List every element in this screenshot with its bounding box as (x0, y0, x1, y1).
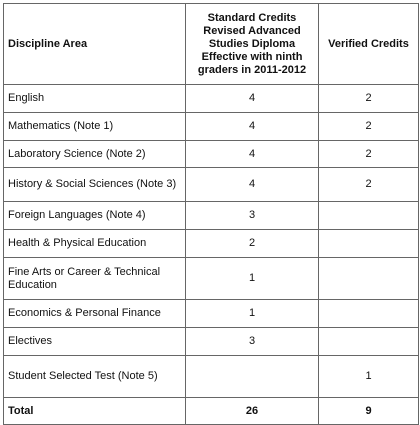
verified-credits-cell (319, 300, 419, 328)
standard-credits-cell (186, 356, 319, 398)
table-row (4, 328, 419, 356)
verified-credits-cell: 2 (319, 85, 419, 113)
verified-credits-cell: 2 (319, 168, 419, 202)
verified-credits-cell (319, 230, 419, 258)
table-row (4, 85, 419, 113)
table-row (4, 356, 419, 398)
total-row (4, 398, 419, 425)
discipline-area-cell: Health & Physical Education (4, 230, 186, 258)
standard-credits-cell: 1 (186, 258, 319, 300)
standard-credits-cell: 3 (186, 202, 319, 230)
verified-credits-cell: 2 (319, 113, 419, 141)
total-verified-credits: 9 (319, 398, 419, 425)
discipline-area-cell: Laboratory Science (Note 2) (4, 141, 186, 168)
discipline-area-cell: Electives (4, 328, 186, 356)
discipline-area-cell: History & Social Sciences (Note 3) (4, 168, 186, 202)
verified-credits-cell: 1 (319, 356, 419, 398)
verified-credits-cell (319, 258, 419, 300)
verified-credits-cell: 2 (319, 141, 419, 168)
standard-credits-cell: 2 (186, 230, 319, 258)
table-row (4, 168, 419, 202)
standard-credits-cell: 4 (186, 85, 319, 113)
verified-credits-cell (319, 328, 419, 356)
standard-credits-cell: 4 (186, 168, 319, 202)
standard-credits-cell: 4 (186, 113, 319, 141)
standard-credits-cell: 3 (186, 328, 319, 356)
credits-table (3, 3, 419, 425)
table-row (4, 141, 419, 168)
total-standard-credits: 26 (186, 398, 319, 425)
header-discipline-area: Discipline Area (4, 4, 186, 85)
discipline-area-cell: Foreign Languages (Note 4) (4, 202, 186, 230)
discipline-area-cell: Fine Arts or Career & Technical Education (4, 258, 186, 300)
discipline-area-cell: Economics & Personal Finance (4, 300, 186, 328)
verified-credits-cell (319, 202, 419, 230)
header-verified-credits: Verified Credits (319, 4, 419, 85)
table-row (4, 113, 419, 141)
table-row (4, 230, 419, 258)
discipline-area-cell: English (4, 85, 186, 113)
table-row (4, 202, 419, 230)
standard-credits-cell: 1 (186, 300, 319, 328)
total-label: Total (4, 398, 186, 425)
header-standard-credits: Standard Credits Revised Advanced Studies Diploma Effective with ninth graders in 2011-2012 (186, 4, 319, 85)
discipline-area-cell: Mathematics (Note 1) (4, 113, 186, 141)
table-row (4, 300, 419, 328)
table-row (4, 258, 419, 300)
discipline-area-cell: Student Selected Test (Note 5) (4, 356, 186, 398)
standard-credits-cell: 4 (186, 141, 319, 168)
header-row (4, 4, 419, 85)
